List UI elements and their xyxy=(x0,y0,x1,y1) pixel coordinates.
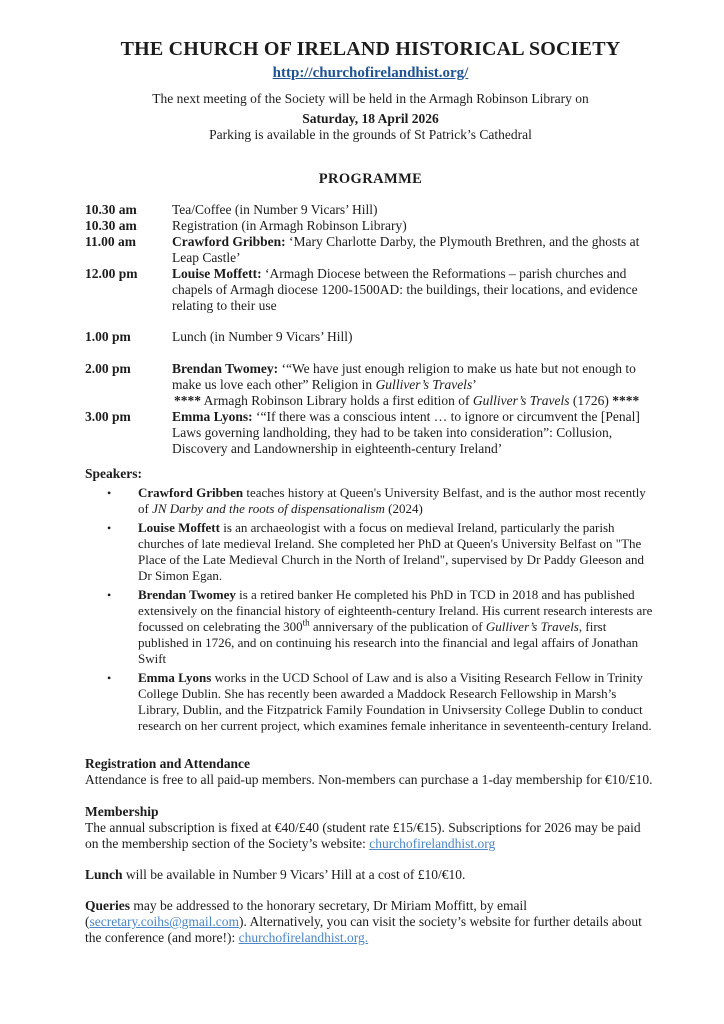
book-title: Gulliver’s Travels xyxy=(472,393,570,408)
speakers-list xyxy=(85,485,656,734)
event-text: Registration (in Armagh Robinson Library) xyxy=(172,218,407,233)
bio-text: is an archaeologist with a focus on medieval Ireland, particularly the parish churches of late medieval Ireland. She completed her PhD at Queen's University Belfast on "The Place of the Late Medieval Church in the North of Ireland", supervised by Dr Paddy Gleeson and Dr Simon Egan. xyxy=(138,520,645,583)
queries-body: may be addressed to the honorary secretary, Dr Miriam Moffitt, by email ( xyxy=(85,898,528,929)
speaker-name: Crawford Gribben: xyxy=(172,234,286,249)
time-label: 11.00 am xyxy=(85,234,137,249)
society-url-link[interactable]: http://churchofirelandhist.org/ xyxy=(272,65,469,81)
time-label: 12.00 pm xyxy=(85,266,138,281)
bullet-icon: • xyxy=(107,486,112,500)
speaker-bullet-lyons xyxy=(85,670,656,734)
speaker-name: Brendan Twomey xyxy=(138,587,236,602)
speaker-bio xyxy=(138,485,656,517)
programme-row-registration xyxy=(85,218,656,234)
note-text-end: (1726) xyxy=(569,393,613,408)
time-label: 10.30 am xyxy=(85,218,137,233)
programme-row-note xyxy=(85,393,656,409)
speaker-bio xyxy=(138,670,656,734)
programme-heading: PROGRAMME xyxy=(318,171,423,187)
programme-row-lunch xyxy=(85,329,656,345)
bullet-icon: • xyxy=(107,588,112,602)
bullet-icon: • xyxy=(107,671,112,685)
bio-text: anniversary of the publication of xyxy=(309,619,486,634)
bio-text: teaches history at Queen's University Belfast, and is the author most recently of xyxy=(138,485,646,516)
book-title: Gulliver’s Travels xyxy=(375,377,473,392)
speaker-name: Louise Moffett: xyxy=(172,266,262,281)
programme-row-twomey xyxy=(85,361,656,393)
programme-row-moffett xyxy=(85,266,656,314)
time-label: 3.00 pm xyxy=(85,409,131,424)
meeting-intro: The next meeting of the Society will be held in the Armagh Robinson Library on xyxy=(152,91,589,106)
bullet-icon: • xyxy=(107,521,112,535)
queries-text xyxy=(85,898,656,946)
speaker-name: Emma Lyons xyxy=(138,670,212,685)
event-text: Tea/Coffee (in Number 9 Vicars’ Hill) xyxy=(172,202,378,217)
speaker-bio xyxy=(138,587,656,667)
time-label: 2.00 pm xyxy=(85,361,131,376)
queries-website-link[interactable]: churchofirelandhist.org. xyxy=(238,930,369,945)
registration-text: Attendance is free to all paid-up members. Non-members can purchase a 1-day membership for €10/£10. xyxy=(85,772,653,787)
event-text xyxy=(172,409,656,457)
programme-row-tea xyxy=(85,202,656,218)
book-title: Gulliver’s Travels xyxy=(485,619,579,634)
speaker-name: Crawford Gribben xyxy=(138,485,244,500)
secretary-email-link[interactable]: secretary.coihs@gmail.com xyxy=(89,914,240,929)
talk-title: ‘“We have just enough religion to make us hate but not enough to make us love each other” Religion in xyxy=(172,361,636,392)
speaker-bullet-moffett xyxy=(85,520,656,584)
stars: **** xyxy=(174,393,201,408)
ordinal-superscript: th xyxy=(302,617,310,628)
programme-row-gribben xyxy=(85,234,656,266)
talk-title: ‘Mary Charlotte Darby, the Plymouth Brethren, and the ghosts at Leap Castle’ xyxy=(172,234,640,265)
bio-text: works in the UCD School of Law and is also a Visiting Research Fellow in Trinity College Dublin. She has recently been awarded a Maddock Research Fellowship in Marsh’s Library, Dublin, and the Fitzpatrick Family Foundation in Univsersity College Dublin to conduct research on her current project, which examines female inheritance in seventeenth-century Ireland. xyxy=(138,670,652,733)
programme-row-lyons xyxy=(85,409,656,457)
speaker-name: Louise Moffett xyxy=(138,520,220,535)
speaker-bullet-gribben xyxy=(85,485,656,517)
bio-text-end: , first published in 1726, and on continuing his research into the financial and legal affairs of Jonathan Swift xyxy=(138,619,639,666)
stars: **** xyxy=(612,393,640,408)
talk-title: ‘“If there was a conscious intent … to ignore or circumvent the [Penal] Laws governing landholding, they had to be taken into consideration”: Collusion, Discovery and Landownership in eighteenth-century Ireland’ xyxy=(172,409,640,456)
event-text xyxy=(172,234,656,266)
event-text xyxy=(172,266,656,314)
note-text: Armagh Robinson Library holds a first edition of xyxy=(201,393,473,408)
lunch-text xyxy=(85,867,656,883)
bio-text-end: (2024) xyxy=(384,501,423,516)
lunch-body: will be available in Number 9 Vicars’ Hill at a cost of £10/€10. xyxy=(122,867,466,882)
time-label: 1.00 pm xyxy=(85,329,131,344)
speaker-name: Emma Lyons: xyxy=(172,409,253,424)
speakers-heading: Speakers: xyxy=(85,466,142,481)
queries-body-2: ). Alternatively, you can visit the society’s website for further details about the conference (and more!): xyxy=(85,914,642,945)
society-title: THE CHURCH OF IRELAND HISTORICAL SOCIETY xyxy=(120,38,621,60)
membership-website-link[interactable]: churchofirelandhist.org xyxy=(369,836,496,851)
talk-title: ‘Armagh Diocese between the Reformations – parish churches and chapels of Armagh diocese 1200-1500AD: the buildings, their locations, and evidence relating to their use xyxy=(172,266,638,313)
first-edition-note xyxy=(172,393,656,409)
meeting-date: Saturday, 18 April 2026 xyxy=(302,111,439,126)
membership-text xyxy=(85,820,656,852)
speaker-bio xyxy=(138,520,656,584)
speaker-name: Brendan Twomey: xyxy=(172,361,279,376)
event-text: Lunch (in Number 9 Vicars’ Hill) xyxy=(172,329,353,344)
society-url-line xyxy=(85,64,656,82)
time-label: 10.30 am xyxy=(85,202,137,217)
talk-title-end: ’ xyxy=(472,377,477,392)
bio-text: is a retired banker He completed his PhD in TCD in 2018 and has published extensively on the financial history of eighteenth-century Ireland. His current research interests are focussed on celebrating the 300 xyxy=(138,587,653,634)
programme-schedule xyxy=(85,202,656,457)
book-title: JN Darby and the roots of dispensationalism xyxy=(152,501,385,516)
parking-note: Parking is available in the grounds of St Patrick’s Cathedral xyxy=(209,127,532,142)
lunch-label: Lunch xyxy=(85,867,123,882)
membership-heading: Membership xyxy=(85,804,159,819)
queries-label: Queries xyxy=(85,898,130,913)
event-text xyxy=(172,361,656,393)
registration-heading: Registration and Attendance xyxy=(85,756,250,771)
time-spacer xyxy=(85,393,172,409)
speaker-bullet-twomey xyxy=(85,587,656,667)
membership-body: The annual subscription is fixed at €40/£40 (student rate £15/€15). Subscriptions for 2026 may be paid on the membership section of the Society’s website: xyxy=(85,820,641,851)
